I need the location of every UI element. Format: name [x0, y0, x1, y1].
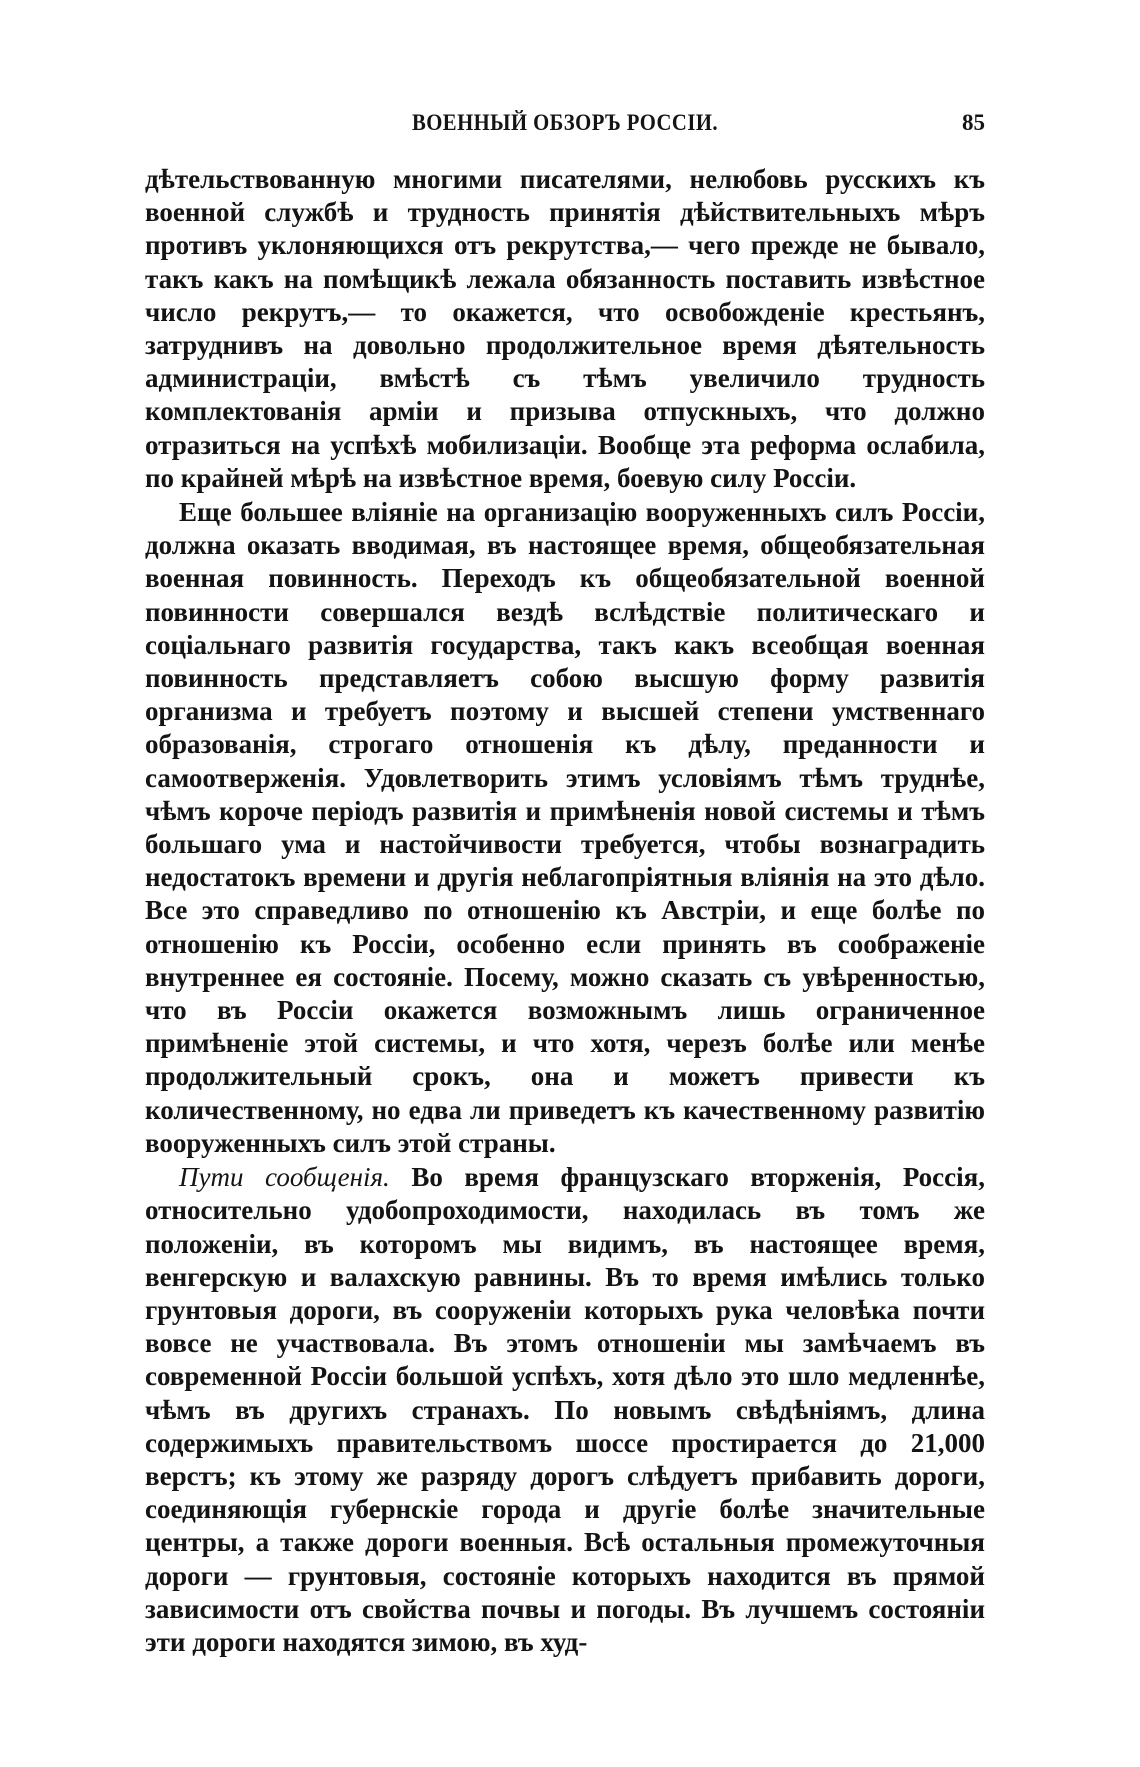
page-number: 85	[962, 110, 985, 135]
paragraph-3	[145, 1161, 985, 1659]
page-header	[145, 110, 985, 146]
body-text	[145, 163, 985, 1659]
paragraph-2	[145, 496, 985, 1160]
paragraph-text: дѣтельствованную многими писателями, нелюбовь русскихъ къ военной службѣ и трудность принятія дѣйствительныхъ мѣръ противъ уклоняющихся отъ рекрутства,— чего прежде не бывало, такъ какъ на помѣщикѣ лежала обязанность поставить извѣстное число рекрутъ,— то окажется, что освобожденіе крестьянъ, затруднивъ на довольно продолжительное время дѣятельность администраціи, вмѣстѣ съ тѣмъ увеличило трудность комплектованія арміи и призыва отпускныхъ, что должно отразиться на успѣхѣ мобилизаціи. Вообще эта реформа ослабила, по крайней мѣрѣ на извѣстное время, боевую силу Россіи.	[145, 164, 985, 493]
paragraph-text: Во время французскаго вторженія, Россія, относительно удобопроходимости, находилась въ томъ же положеніи, въ которомъ мы видимъ, въ настоящее время, венгерскую и валахскую равнины. Въ то время имѣлись только грунтовыя дороги, въ сооруженіи которыхъ рука человѣка почти вовсе не участвовала. Въ этомъ отношеніи мы замѣчаемъ въ современной Россіи большой успѣхъ, хотя дѣло это шло медленнѣе, чѣмъ въ другихъ странахъ. По новымъ свѣдѣніямъ, длина содержимыхъ правительствомъ шоссе простирается до 21,000 верстъ; къ этому же разряду дорогъ слѣдуетъ прибавить дороги, соединяющія губернскіе города и другіе болѣе значительные центры, а также дороги военныя. Всѣ остальныя промежуточныя дороги — грунтовыя, состояніе которыхъ находится въ прямой зависимости отъ свойства почвы и погоды. Въ лучшемъ состояніи эти дороги находятся зимою, въ худ-	[145, 1162, 985, 1657]
paragraph-text: Еще большее вліяніе на организацію вооруженныхъ силъ Россіи, должна оказать вводимая, въ настоящее время, общеобязательная военная повинность. Переходъ къ общеобязательной военной повинности совершался вездѣ вслѣдствіе политическаго и соціальнаго развитія государства, такъ какъ всеобщая военная повинность представляетъ собою высшую форму развитія организма и требуетъ поэтому и высшей степени умственнаго образованія, строгаго отношенія къ дѣлу, преданности и самоотверженія. Удовлетворить этимъ условіямъ тѣмъ труднѣе, чѣмъ короче періодъ развитія и примѣненія новой системы и тѣмъ большаго ума и настойчивости требуется, чтобы вознаградить недостатокъ времени и другія неблагопріятныя вліянія на это дѣло. Все это справедливо по отношенію къ Австріи, и еще болѣе по отношенію къ Россіи, особенно если принять въ соображеніе внутреннее ея состояніе. Посему, можно сказать съ увѣренностью, что въ Россіи окажется возможнымъ лишь ограниченное примѣненіе этой системы, и что хотя, черезъ болѣе или менѣе продолжительный срокъ, она и можетъ привести къ количественному, но едва ли приведетъ къ качественному развитію вооруженныхъ силъ этой страны.	[145, 497, 985, 1158]
paragraph-1	[145, 163, 985, 495]
section-heading: Пути сообщенія.	[179, 1162, 390, 1193]
running-title: ВОЕННЫЙ ОБЗОРЪ РОССІИ.	[412, 110, 718, 135]
